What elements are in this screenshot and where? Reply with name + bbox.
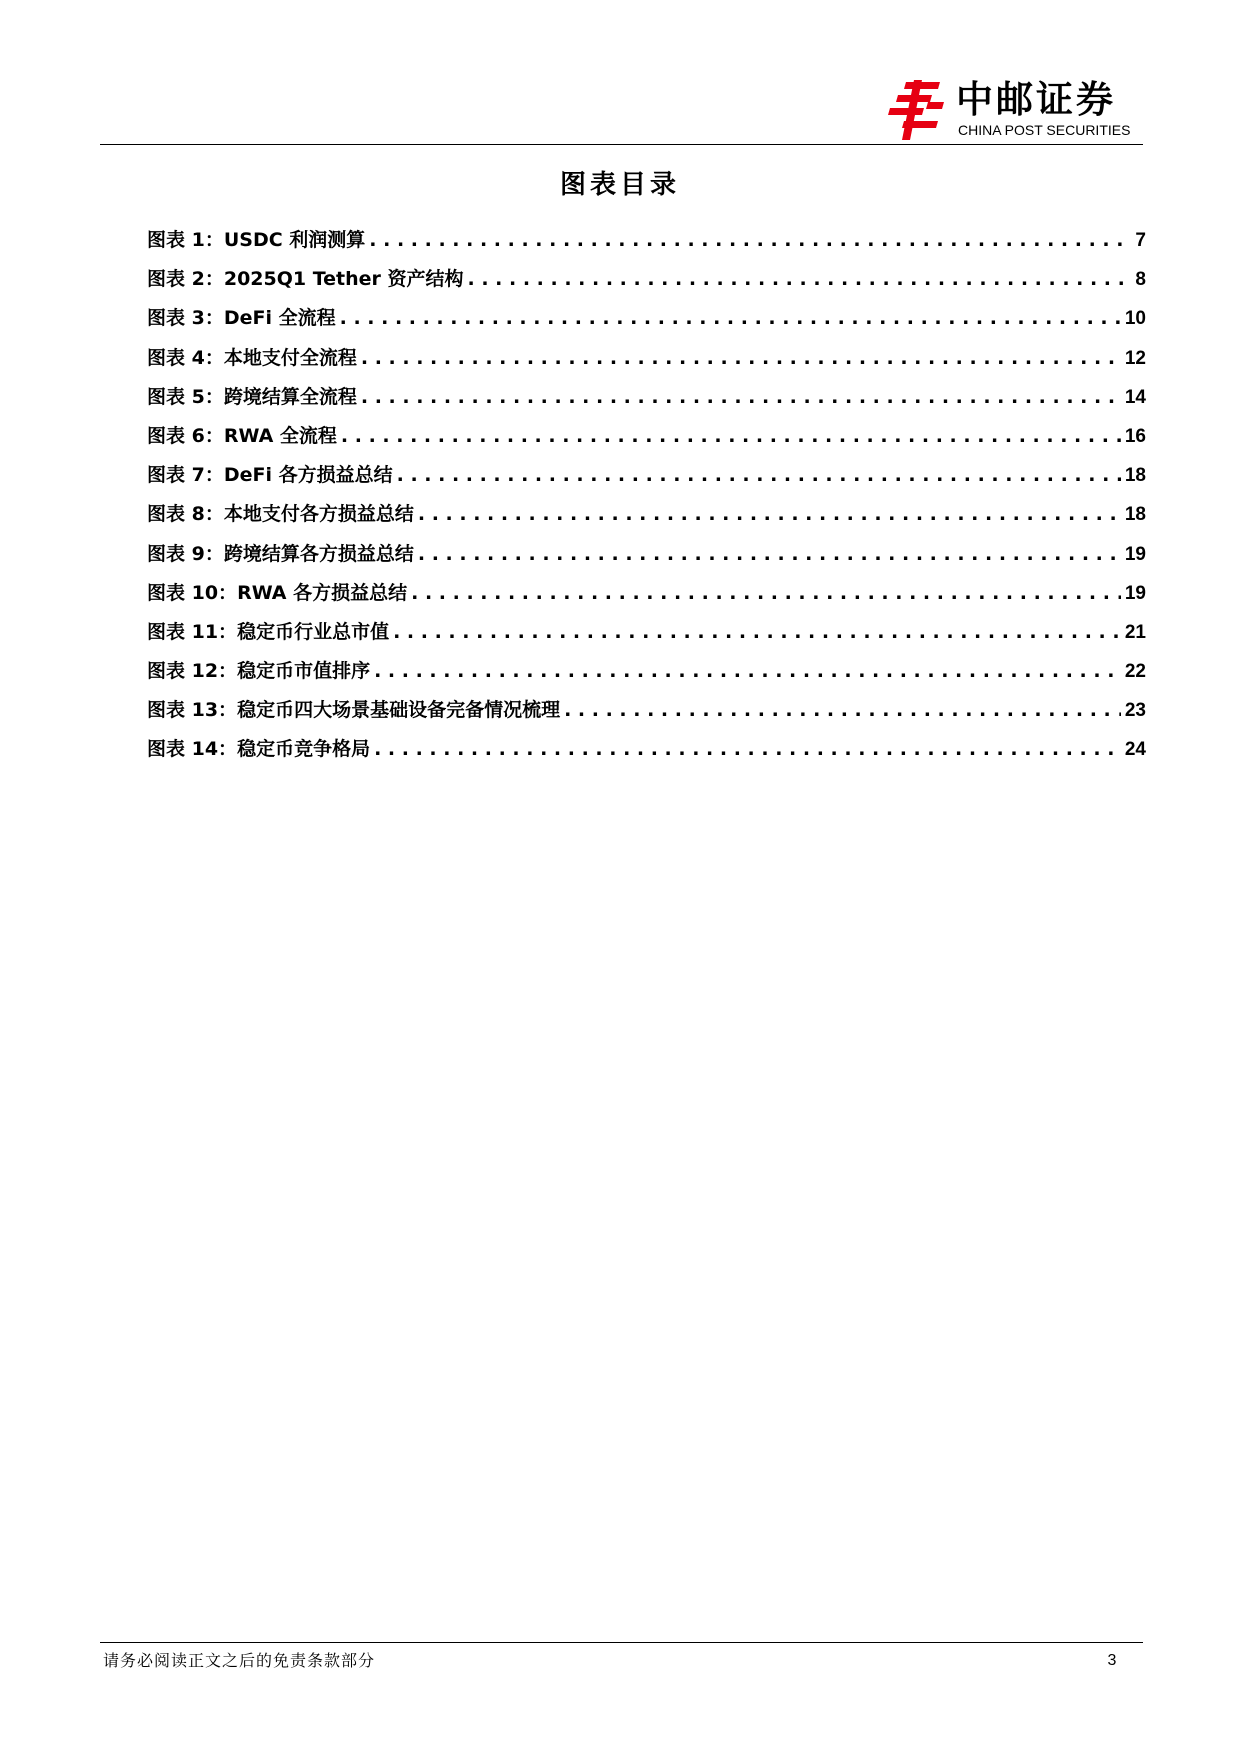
- table-of-figures: [147, 225, 1146, 774]
- toc-entry-10[interactable]: [147, 578, 1146, 617]
- toc-entry-label: 图表 5：: [147, 385, 224, 408]
- toc-entry-title: 2025Q1 Tether 资产结构: [223, 268, 464, 291]
- logo-english-name: CHINA POST SECURITIES: [958, 122, 1131, 138]
- toc-entry-label: 图表 10：: [147, 581, 238, 604]
- toc-entry-page: 19: [1124, 543, 1146, 565]
- toc-dot-leader: [393, 617, 1121, 647]
- toc-entry-page: 12: [1124, 347, 1146, 369]
- toc-entry-title: USDC 利润测算: [223, 229, 366, 251]
- toc-entry-page: 16: [1124, 425, 1146, 447]
- toc-dot-leader: [341, 421, 1121, 451]
- toc-entry-page: 18: [1124, 504, 1146, 526]
- toc-entry-1[interactable]: [147, 225, 1146, 264]
- toc-entry-label: 图表 1：: [147, 229, 224, 251]
- toc-entry-page: 23: [1124, 700, 1146, 722]
- toc-dot-leader: [418, 499, 1121, 529]
- toc-entry-11[interactable]: [147, 617, 1146, 656]
- toc-dot-leader: [411, 578, 1121, 608]
- toc-entry-2[interactable]: [147, 264, 1146, 303]
- toc-entry-title: 跨境结算全流程: [223, 385, 357, 408]
- toc-entry-title: 本地支付全流程: [223, 346, 357, 369]
- china-post-logo-icon: [884, 80, 946, 140]
- toc-entry-title: DeFi 全流程: [223, 307, 336, 330]
- toc-entry-label: 图表 8：: [147, 503, 224, 526]
- toc-entry-page: 14: [1124, 386, 1146, 408]
- toc-entry-label: 图表 7：: [147, 464, 224, 487]
- toc-entry-page: 22: [1124, 661, 1146, 683]
- toc-entry-4[interactable]: [147, 343, 1146, 382]
- toc-entry-7[interactable]: [147, 460, 1146, 499]
- toc-entry-title: 跨境结算各方损益总结: [223, 542, 414, 565]
- toc-entry-page: 18: [1124, 465, 1146, 487]
- toc-dot-leader: [418, 539, 1121, 569]
- toc-entry-title: 稳定币竞争格局: [237, 738, 371, 761]
- toc-entry-label: 图表 9：: [147, 542, 224, 565]
- toc-dot-leader: [564, 695, 1121, 725]
- toc-entry-label: 图表 12：: [147, 660, 238, 683]
- company-logo: [884, 80, 1146, 140]
- page-title: 图表目录: [559, 170, 680, 200]
- toc-dot-leader: [468, 264, 1132, 294]
- toc-entry-title: DeFi 各方损益总结: [223, 464, 393, 487]
- toc-entry-title: 本地支付各方损益总结: [223, 503, 414, 526]
- toc-entry-title: RWA 各方损益总结: [237, 581, 408, 604]
- toc-entry-page: 24: [1124, 739, 1146, 761]
- page-number: 3: [1107, 1652, 1117, 1669]
- toc-entry-title: 稳定币行业总市值: [237, 620, 390, 643]
- toc-entry-page: 8: [1135, 269, 1146, 291]
- disclaimer-note: 请务必阅读正文之后的免责条款部分: [103, 1651, 376, 1670]
- toc-entry-label: 图表 13：: [147, 699, 238, 722]
- toc-dot-leader: [361, 382, 1121, 412]
- toc-dot-leader: [361, 343, 1121, 373]
- footer-divider: [100, 1642, 1143, 1643]
- toc-dot-leader: [369, 225, 1131, 255]
- toc-dot-leader: [340, 303, 1121, 333]
- logo-chinese-name: 中邮证券: [956, 78, 1116, 121]
- toc-entry-label: 图表 14：: [147, 738, 238, 761]
- toc-entry-14[interactable]: [147, 734, 1146, 773]
- toc-entry-5[interactable]: [147, 382, 1146, 421]
- toc-entry-title: 稳定币四大场景基础设备完备情况梳理: [237, 699, 561, 722]
- toc-entry-13[interactable]: [147, 695, 1146, 734]
- toc-entry-6[interactable]: [147, 421, 1146, 460]
- toc-dot-leader: [374, 734, 1121, 764]
- toc-dot-leader: [374, 656, 1121, 686]
- toc-entry-page: 7: [1135, 230, 1146, 251]
- toc-entry-label: 图表 4：: [147, 346, 224, 369]
- toc-entry-label: 图表 11：: [147, 620, 238, 643]
- toc-entry-page: 10: [1124, 308, 1146, 330]
- toc-entry-label: 图表 2：: [147, 268, 224, 291]
- toc-entry-page: 21: [1124, 621, 1146, 643]
- toc-entry-3[interactable]: [147, 303, 1146, 342]
- toc-entry-title: RWA 全流程: [223, 424, 337, 447]
- toc-entry-12[interactable]: [147, 656, 1146, 695]
- toc-entry-label: 图表 3：: [147, 307, 224, 330]
- toc-entry-page: 19: [1124, 582, 1146, 604]
- toc-dot-leader: [397, 460, 1121, 490]
- toc-entry-label: 图表 6：: [147, 424, 224, 447]
- toc-entry-9[interactable]: [147, 539, 1146, 578]
- toc-entry-title: 稳定币市值排序: [237, 660, 371, 683]
- toc-entry-8[interactable]: [147, 499, 1146, 538]
- header-divider: [100, 144, 1143, 145]
